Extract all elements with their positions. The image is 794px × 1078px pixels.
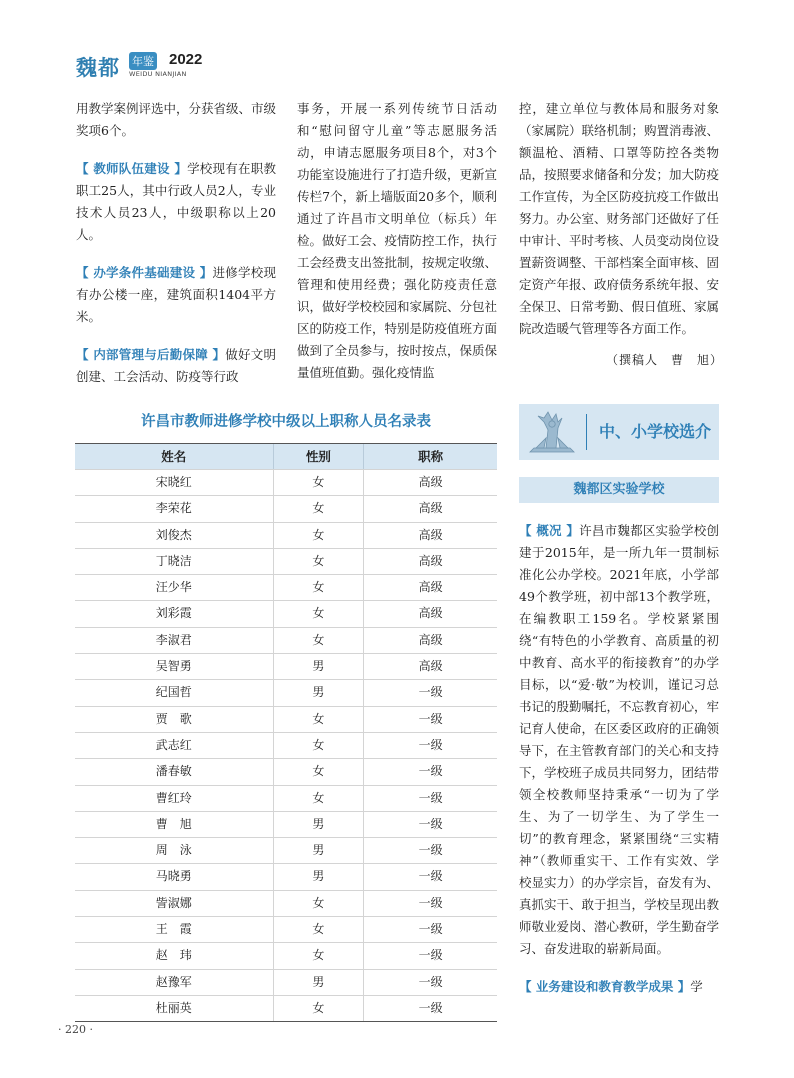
author-credit: （撰稿人 曹 旭） <box>606 353 724 367</box>
table-row <box>75 916 497 942</box>
table-row <box>75 811 497 837</box>
cell-gender: 男 <box>274 812 365 837</box>
staff-table <box>75 443 497 1022</box>
cell-title: 高级 <box>418 553 443 568</box>
table-row <box>75 495 497 521</box>
cell-name: 马晓勇 <box>75 864 274 889</box>
table-row <box>75 574 497 600</box>
cell-title: 一级 <box>418 922 443 937</box>
cell-name: 赵 玮 <box>75 943 274 968</box>
table-row <box>75 969 497 995</box>
table-title: 许昌市教师进修学校中级以上职称人员名录表 <box>141 414 431 430</box>
table-row <box>75 758 497 784</box>
column-3 <box>519 98 719 340</box>
table-row <box>75 995 497 1021</box>
cell-title: 一级 <box>418 843 443 858</box>
section-title: 中、小学校选介 <box>599 422 712 441</box>
keyword-heading: 【 概况 】 <box>519 523 580 538</box>
cell-gender: 女 <box>274 917 365 942</box>
table-row <box>75 890 497 916</box>
cell-name: 纪国哲 <box>75 680 274 705</box>
header-gender: 性别 <box>274 444 365 469</box>
cell-title: 高级 <box>418 606 443 621</box>
column-1 <box>76 98 276 388</box>
table-header <box>75 444 497 469</box>
cell-gender: 男 <box>274 864 365 889</box>
table-row <box>75 653 497 679</box>
cell-title: 高级 <box>418 632 443 647</box>
paragraph: 【 概况 】许昌市魏都区实验学校创建于2015年，是一所九年一贯制标准化公办学校。2021年底，小学部49个教学班，初中部13个教学班，在编教职工159名。学校紧紧围绕“有特色的小学教育、高质量的初中教育、高水平的衔接教育”的办学目标，以“爱·敬”为校训，谨记习总书记的殷勤嘱托，不忘教育初心，牢记育人使命，在区委区政府的正确领导下，在主管教育部门的关心和支持下，学校班子成员共同努力，团结带领全校教师坚持秉承“一切为了学生、为了一切学生、为了学生一切”的教育理念，紧紧围绕“三实精神”（教师重实干、工作有实效、学校显实力）的办学宗旨，奋发有为、真抓实干、敢于担当，学校呈现出教师敬业爱岗、潜心教研，学生勤奋学习、奋发进取的崭新局面。 <box>519 523 720 956</box>
cell-title: 一级 <box>418 685 443 700</box>
cell-gender: 女 <box>274 759 365 784</box>
keyword-heading: 【 教师队伍建设 】 <box>76 161 188 176</box>
cell-name: 贾 歌 <box>75 707 274 732</box>
paragraph: 事务，开展一系列传统节日活动和“慰问留守儿童”等志愿服务活动，申请志愿服务项目8个，对3个功能室设施进行了打造升级，更新宣传栏7个，新上墙版面20多个，顺利通过了许昌市文明单位（标兵）年检。做好工会、疫情防控工作，执行工会经费支出签批制，按规定收缴、管理和使用经费；强化防疫责任意识，做好学校校园和家属院、分包社区的防疫工作，特别是防疫值班方面做到了全员参与，按时按点，保质保量值班值勤。强化疫情监 <box>297 101 498 380</box>
page-number: · 220 · <box>58 1023 93 1036</box>
cell-title: 一级 <box>418 869 443 884</box>
table-row <box>75 942 497 968</box>
table-body <box>75 469 497 1021</box>
cell-gender: 男 <box>274 654 365 679</box>
header-name: 姓名 <box>75 444 274 469</box>
cell-gender: 男 <box>274 838 365 863</box>
table-row <box>75 706 497 732</box>
table-row <box>75 469 497 495</box>
brand-title: 魏都 <box>76 55 120 80</box>
cell-name: 宋晓红 <box>75 470 274 495</box>
cell-gender: 女 <box>274 575 365 600</box>
cell-name: 杜丽英 <box>75 996 274 1021</box>
cell-name: 丁晓洁 <box>75 549 274 574</box>
cell-title: 一级 <box>418 711 443 726</box>
school-name-bar: 魏都区实验学校 <box>519 477 719 503</box>
cell-title: 一级 <box>418 1000 443 1015</box>
column-2 <box>297 98 497 384</box>
cell-title: 高级 <box>418 580 443 595</box>
table-row <box>75 837 497 863</box>
table-row <box>75 627 497 653</box>
cell-name: 曹 旭 <box>75 812 274 837</box>
keyword-heading: 【 办学条件基础建设 】 <box>76 265 213 280</box>
section-banner <box>519 404 719 460</box>
table-row <box>75 679 497 705</box>
cell-gender: 女 <box>274 786 365 811</box>
cell-title: 一级 <box>418 737 443 752</box>
cell-title: 高级 <box>418 475 443 489</box>
brand-year: 2022 <box>169 51 203 68</box>
cell-name: 王 霞 <box>75 917 274 942</box>
cell-name: 李淑君 <box>75 628 274 653</box>
statue-icon <box>524 408 580 456</box>
cell-title: 高级 <box>418 659 443 674</box>
paragraph: 【 业务建设和教育教学成果 】学 <box>519 979 703 994</box>
cell-title: 一级 <box>418 948 443 963</box>
cell-title: 高级 <box>418 501 443 516</box>
cell-title: 一级 <box>418 816 443 831</box>
cell-gender: 女 <box>274 601 365 626</box>
table-row <box>75 522 497 548</box>
banner-divider <box>586 414 587 450</box>
paragraph: 【 办学条件基础建设 】进修学校现有办公楼一座，建筑面积1404平方米。 <box>76 265 276 324</box>
cell-gender: 男 <box>274 680 365 705</box>
cell-title: 高级 <box>418 527 443 542</box>
cell-gender: 女 <box>274 496 365 521</box>
cell-name: 曹红玲 <box>75 786 274 811</box>
table-row <box>75 548 497 574</box>
cell-name: 潘春敏 <box>75 759 274 784</box>
cell-gender: 女 <box>274 996 365 1021</box>
table-row <box>75 600 497 626</box>
brand-pinyin: WEIDU NIANJIAN <box>129 70 187 78</box>
table-row <box>75 863 497 889</box>
cell-gender: 女 <box>274 733 365 758</box>
paragraph: 【 内部管理与后勤保障 】做好文明创建、工会活动、防疫等行政 <box>76 347 276 384</box>
paragraph: 【 教师队伍建设 】学校现有在职教职工25人，其中行政人员2人，专业技术人员23人，中级职称以上20人。 <box>76 161 276 242</box>
paragraph: 控，建立单位与教体局和服务对象（家属院）联络机制；购置消毒液、额温枪、酒精、口罩等防控各类物品，按照要求储备和分发；加大防疫工作宣传，为全区防疫抗疫工作做出努力。办公室、财务部门还做好了任中审计、平时考核、人员变动岗位设置薪资调整、干部档案全面审核、固定资产年报、政府债务系统年报、安全保卫、日常考勤、假日值班、家属院改造暖气管理等各方面工作。 <box>519 101 720 336</box>
cell-gender: 女 <box>274 628 365 653</box>
cell-title: 一级 <box>418 764 443 779</box>
cell-name: 汪少华 <box>75 575 274 600</box>
cell-gender: 男 <box>274 970 365 995</box>
cell-gender: 女 <box>274 707 365 732</box>
cell-title: 一级 <box>418 895 443 910</box>
column-4 <box>519 520 719 998</box>
table-row <box>75 785 497 811</box>
cell-gender: 女 <box>274 523 365 548</box>
cell-name: 赵豫军 <box>75 970 274 995</box>
cell-gender: 女 <box>274 470 365 495</box>
keyword-heading: 【 业务建设和教育教学成果 】 <box>519 979 691 994</box>
header-title: 职称 <box>418 449 444 464</box>
cell-name: 刘俊杰 <box>75 523 274 548</box>
table-row <box>75 732 497 758</box>
keyword-heading: 【 内部管理与后勤保障 】 <box>76 347 226 362</box>
cell-name: 周 泳 <box>75 838 274 863</box>
cell-name: 訾淑娜 <box>75 891 274 916</box>
cell-name: 刘彩霞 <box>75 601 274 626</box>
cell-title: 一级 <box>418 790 443 805</box>
cell-name: 武志红 <box>75 733 274 758</box>
cell-title: 一级 <box>418 974 443 989</box>
cell-gender: 女 <box>274 549 365 574</box>
cell-gender: 女 <box>274 943 365 968</box>
brand-badge: 年鉴 <box>129 52 157 70</box>
cell-name: 吴智勇 <box>75 654 274 679</box>
paragraph: 用教学案例评选中，分获省级、市级奖项6个。 <box>76 101 277 138</box>
cell-name: 李荣花 <box>75 496 274 521</box>
cell-gender: 女 <box>274 891 365 916</box>
